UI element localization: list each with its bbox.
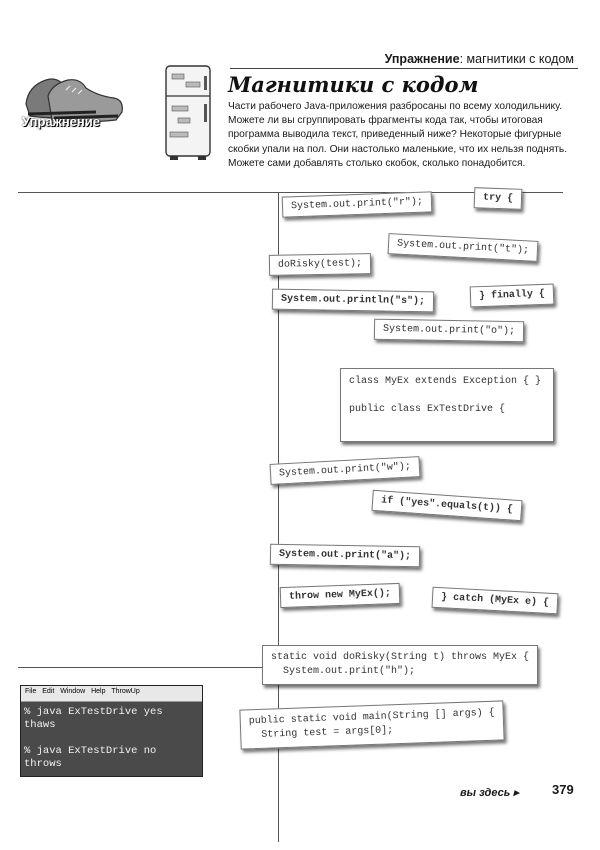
magnet-print-a[interactable]: System.out.print("a"); — [270, 544, 420, 568]
menu-file[interactable]: File — [25, 688, 37, 695]
terminal-window — [20, 685, 203, 777]
magnet-println-s[interactable]: System.out.println("s"); — [272, 289, 434, 313]
magnet-main-line2: String test = args[0]; — [261, 725, 394, 741]
magnet-main-block[interactable] — [239, 700, 504, 749]
magnet-dorisky[interactable]: doRisky(test); — [269, 253, 371, 276]
magnet-print-t[interactable]: System.out.print("t"); — [388, 233, 539, 262]
magnet-if-yes[interactable]: if ("yes".equals(t)) { — [371, 490, 522, 521]
fridge-icon — [160, 62, 218, 162]
magnet-class-myex: class MyEx extends Exception { } — [349, 376, 542, 387]
magnet-static-line1: static void doRisky(String t) throws MyEx { — [271, 652, 530, 663]
magnet-print-r[interactable]: System.out.print("r"); — [282, 191, 433, 217]
footer-you-are-here: вы здесь ▸ — [460, 787, 519, 799]
magnet-throw[interactable]: throw new MyEx(); — [280, 583, 401, 608]
menu-help[interactable]: Help — [91, 688, 106, 695]
fridge-bottom-edge — [18, 667, 278, 668]
terminal-output: % java ExTestDrive yes thaws % java ExTestDrive no throws — [24, 706, 163, 770]
header-title — [385, 52, 574, 66]
header-rule — [230, 68, 578, 69]
magnet-class-block[interactable] — [340, 368, 554, 442]
intro-paragraph: Части рабочего Java-приложения разбросаны по всему холодильнику. Можете ли вы сгруппировать фрагменты кода так, чтобы итоговая программа выводила текст, приведенный ниже? Некоторые фигурные скобки упали на пол. Они настолько маленькие, что их нельзя поднять. Можете сами добавлять столько скобок, сколько понадобится. — [228, 101, 568, 169]
menu-edit[interactable]: Edit — [42, 688, 55, 695]
menu-throwup[interactable]: ThrowUp — [111, 688, 140, 695]
badge-label: Упражнение — [22, 114, 100, 129]
magnet-static-block[interactable] — [262, 645, 538, 685]
magnet-finally[interactable]: } finally { — [470, 284, 555, 308]
page-number: 379 — [552, 782, 574, 797]
header-title-bold: Упражнение — [384, 52, 460, 66]
magnet-catch[interactable]: } catch (MyEx e) { — [432, 587, 559, 615]
magnet-main-line1: public static void main(String [] args) { — [248, 707, 495, 728]
magnet-static-line2: System.out.print("h"); — [283, 666, 416, 677]
magnet-try[interactable]: try { — [474, 187, 523, 210]
magnet-print-o[interactable]: System.out.print("o"); — [374, 319, 524, 343]
header-title-rest: : магнитики с кодом — [459, 52, 574, 66]
magnet-print-w[interactable]: System.out.print("w"); — [270, 456, 421, 485]
terminal-menubar — [21, 686, 202, 702]
magnet-public-class: public class ExTestDrive { — [349, 404, 506, 415]
page-title: Магнитики с кодом — [228, 72, 479, 97]
menu-window[interactable]: Window — [60, 688, 86, 695]
